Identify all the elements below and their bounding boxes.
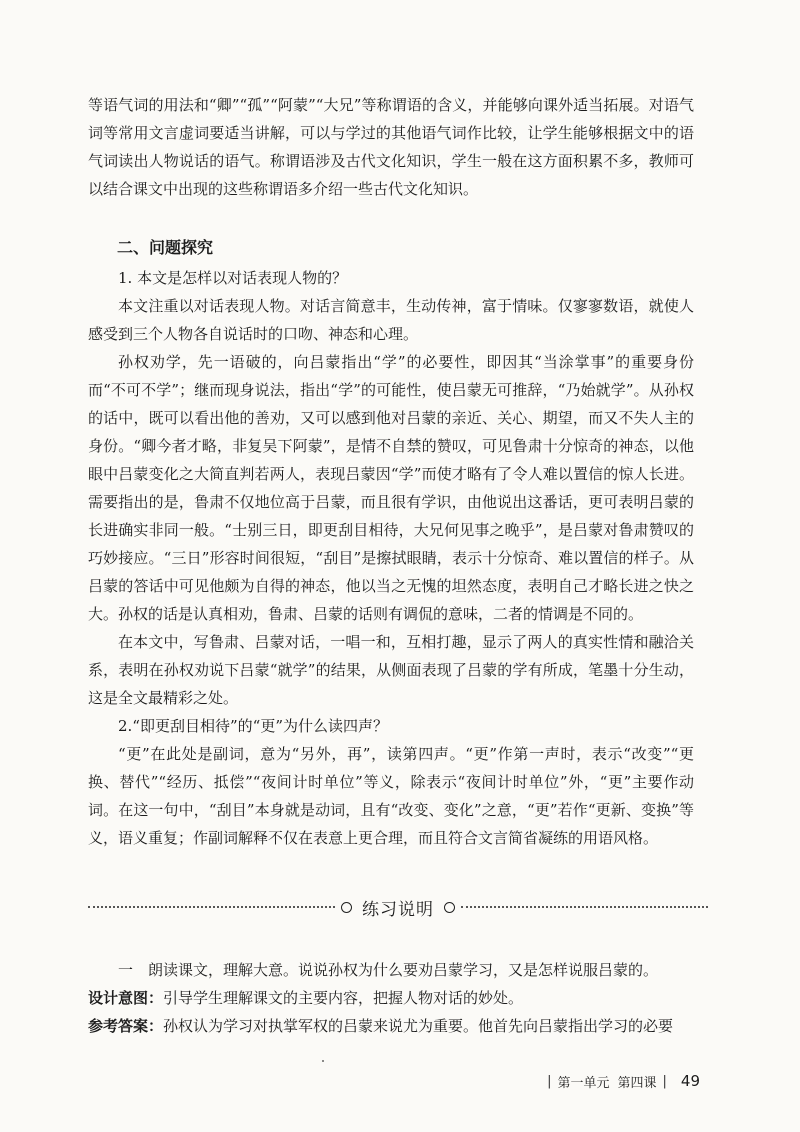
footer-lesson: 第四课 <box>617 1075 657 1091</box>
circle-ornament-left <box>341 902 352 913</box>
dotted-rule-right <box>461 906 708 908</box>
reference-answer-text: 孙权认为学习对执掌军权的吕蒙来说尤为重要。他首先向吕蒙指出学习的必要 <box>163 1017 674 1035</box>
circle-ornament-right <box>444 902 455 913</box>
question-2-answer: “更”在此处是副词，意为“另外，再”，读第四声。“更”作第一声时，表示“改变”“更换、替代”“经历、抵偿”“夜间计时单位”等义，除表示“夜间计时单位”外，“更”主要作动词。在这一句中，“刮目”本身就是动词，且有“改变、变化”之意，“更”若作“更新、变换”等义，语义重复；作副词解释不仅在表意上更合理，而且符合文言简省凝练的用语风格。 <box>88 745 694 847</box>
section-body <box>88 264 694 852</box>
footer-bar-right: | <box>662 1073 667 1089</box>
intro-paragraph: 等语气词的用法和“卿”“孤”“阿蒙”“大兄”等称谓语的含义，并能够向课外适当拓展。对语气词等常用文言虚词要适当讲解，可以与学过的其他语气词作比较，让学生能够根据文中的语气词读出人物说话的语气。称谓语涉及古代文化知识，学生一般在这方面积累不多，教师可以结合课文中出现的这些称谓语多介绍一些古代文化知识。 <box>88 96 694 198</box>
answer-paragraph-1: 本文注重以对话表现人物。对话言简意丰，生动传神，富于情味。仅寥寥数语，就使人感受到三个人物各自说话时的口吻、神态和心理。 <box>88 297 694 343</box>
exercise-block <box>88 956 694 1040</box>
intro-block <box>88 91 694 203</box>
exercise-box-title: 练习说明 <box>362 899 434 920</box>
answer-paragraph-2: 孙权劝学，先一语破的，向吕蒙指出“学”的必要性，即因其“当涂掌事”的重要身份而“不可不学”；继而现身说法，指出“学”的可能性，使吕蒙无可推辞，“乃始就学”。从孙权的话中，既可以看出他的善劝，又可以感到他对吕蒙的亲近、关心、期望，而又不失人主的身份。“卿今者才略，非复吴下阿蒙”，是情不自禁的赞叹，可见鲁肃十分惊奇的神态，以他眼中吕蒙变化之大简直判若两人，表现吕蒙因“学”而使才略有了令人难以置信的惊人长进。需要指出的是，鲁肃不仅地位高于吕蒙，而且很有学识，由他说出这番话，更可表明吕蒙的长进确实非同一般。“士别三日，即更刮目相待，大兄何见事之晚乎”，是吕蒙对鲁肃赞叹的巧妙接应。“三日”形容时间很短，“刮目”是擦拭眼睛，表示十分惊奇、难以置信的样子。从吕蒙的答话中可见他颇为自得的神态，他以当之无愧的坦然态度，表明自己才略长进之快之大。孙权的话是认真相劝，鲁肃、吕蒙的话则有调侃的意味，二者的情调是不同的。 <box>88 353 694 623</box>
design-intent <box>88 984 694 1012</box>
exercise-box-header <box>88 892 708 922</box>
footer-bar-left: | <box>547 1073 552 1089</box>
page-footer <box>540 1070 700 1092</box>
question-1: 1. 本文是怎样以对话表现人物的？ <box>118 269 348 287</box>
reference-answer <box>88 1012 694 1040</box>
answer-paragraph-3: 在本文中，写鲁肃、吕蒙对话，一唱一和，互相打趣，显示了两人的真实性情和融洽关系，表明在孙权劝说下吕蒙“就学”的结果，从侧面表现了吕蒙的学有所成，笔墨十分生动，这是全文最精彩之处。 <box>88 633 694 707</box>
stray-dot <box>322 1060 324 1062</box>
footer-unit: 第一单元 <box>557 1075 610 1091</box>
dotted-rule-left <box>88 906 335 908</box>
design-intent-label: 设计意图： <box>88 989 164 1007</box>
page-number: 49 <box>680 1072 700 1090</box>
question-2: 2.“即更刮目相待”的“更”为什么读四声？ <box>118 717 388 735</box>
design-intent-text: 引导学生理解课文的主要内容，把握人物对话的妙处。 <box>163 989 524 1007</box>
section-heading: 二、问题探究 <box>117 238 214 257</box>
exercise-item-1: 一 朗读课文，理解大意。说说孙权为什么要劝吕蒙学习，又是怎样说服吕蒙的。 <box>118 961 659 979</box>
reference-answer-label: 参考答案： <box>88 1017 164 1035</box>
